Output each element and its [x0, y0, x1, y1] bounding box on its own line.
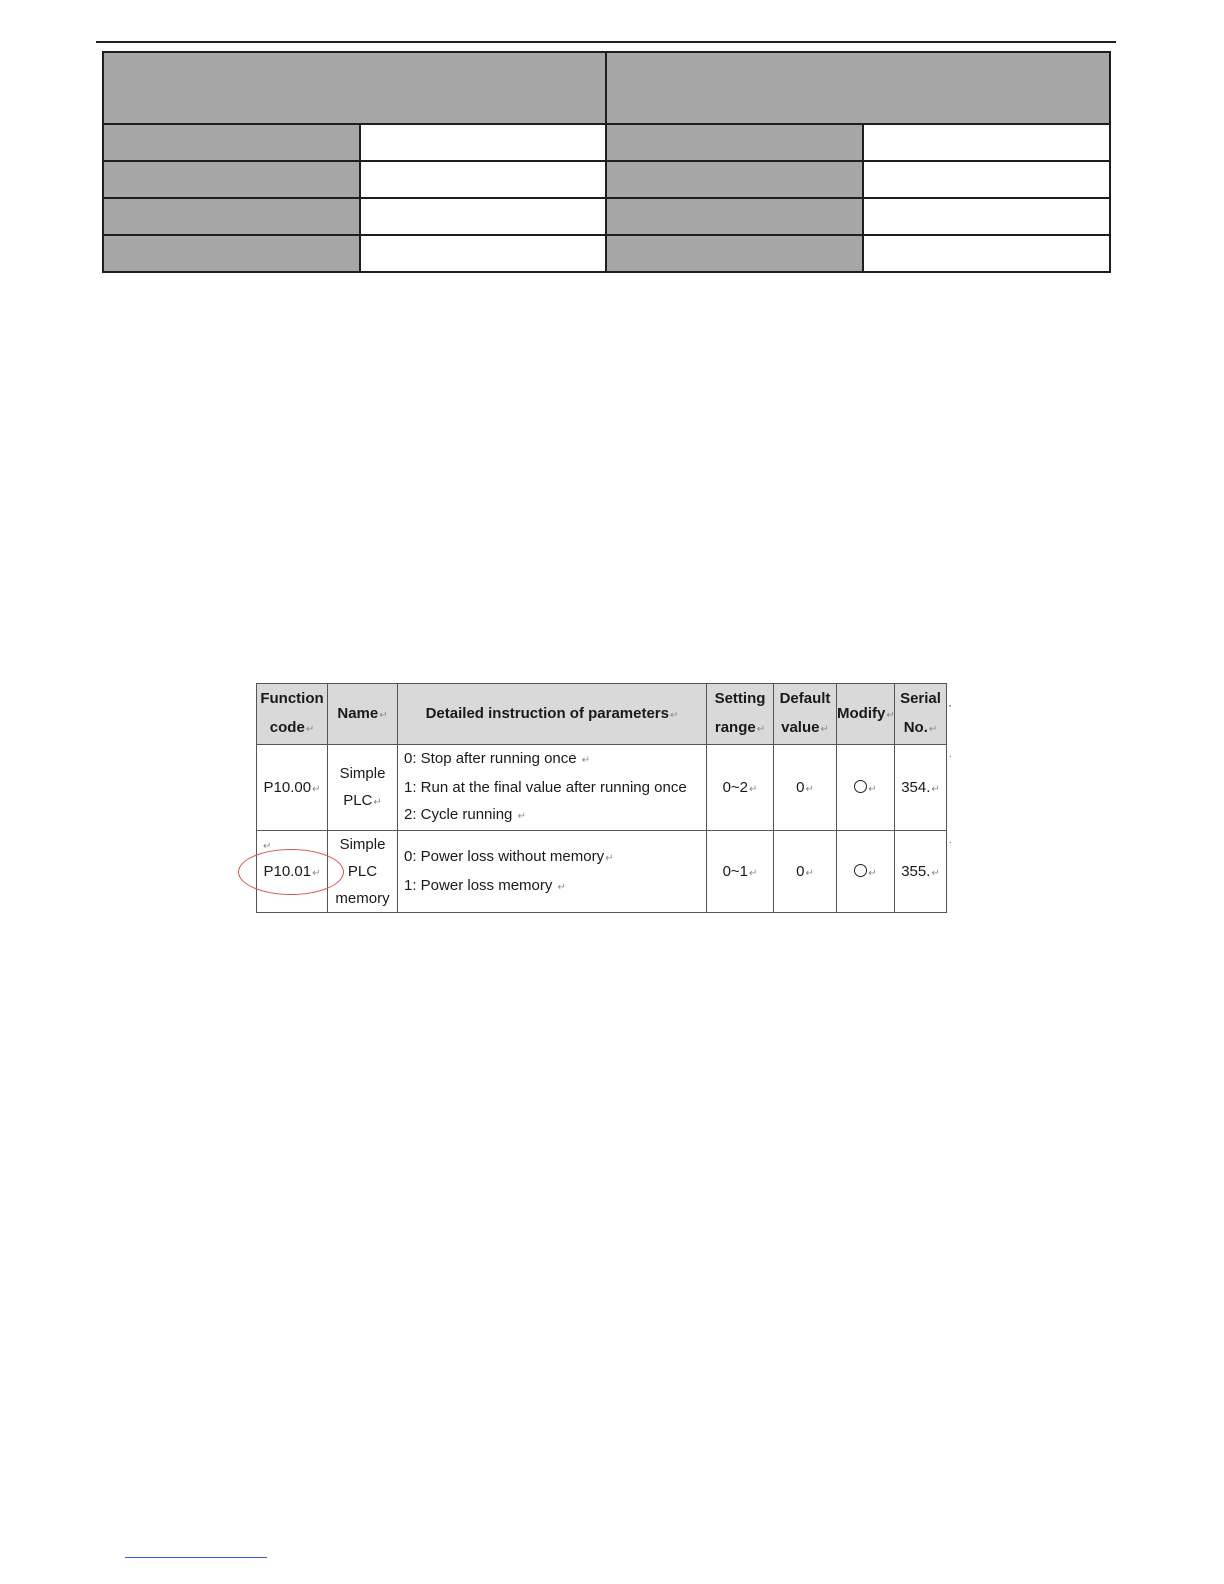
- modify-cell: ↵: [837, 745, 895, 831]
- grid-label-cell: [606, 235, 863, 272]
- table-row: [257, 745, 947, 831]
- grid-header-left: [103, 52, 606, 124]
- modifiable-circle-icon: [854, 780, 867, 793]
- setting-range-cell: 0~2↵: [707, 745, 774, 831]
- grid-value-cell: [863, 124, 1110, 161]
- default-value-cell: 0↵: [774, 831, 837, 913]
- setting-range-cell: 0~1↵: [707, 831, 774, 913]
- table-row: [257, 831, 947, 913]
- grid-value-cell: [360, 198, 607, 235]
- parameter-table-header: [257, 684, 947, 745]
- header-detail: Detailed instruction of parameters↵: [398, 684, 707, 745]
- serial-no-cell: 355.↵ ·: [895, 831, 947, 913]
- grid-value-cell: [360, 124, 607, 161]
- header-rule: [96, 41, 1116, 43]
- grid-header-right: [606, 52, 1110, 124]
- grid-value-cell: [360, 235, 607, 272]
- parameter-table: [256, 683, 952, 913]
- modifiable-circle-icon: [854, 864, 867, 877]
- header-setting-range: Setting range↵: [707, 684, 774, 745]
- blank-grid-table: [102, 51, 1111, 273]
- name-cell: Simple PLC↵: [328, 745, 398, 831]
- grid-label-cell: [606, 124, 863, 161]
- grid-value-cell: [360, 161, 607, 198]
- default-value-cell: 0↵: [774, 745, 837, 831]
- function-code-cell: ↵ P10.01↵: [257, 831, 328, 913]
- grid-label-cell: [103, 124, 360, 161]
- name-cell: Simple PLC memory: [328, 831, 398, 913]
- function-code-cell: P10.00↵: [257, 745, 328, 831]
- grid-value-cell: [863, 198, 1110, 235]
- header-serial-no: Serial No.↵ ·: [895, 684, 947, 745]
- detail-cell: 0: Stop after running once ↵ 1: Run at the final value after running once 2: Cycle running ↵: [398, 745, 707, 831]
- grid-label-cell: [103, 235, 360, 272]
- header-name: Name↵: [328, 684, 398, 745]
- grid-value-cell: [863, 161, 1110, 198]
- grid-value-cell: [863, 235, 1110, 272]
- grid-label-cell: [606, 198, 863, 235]
- serial-no-cell: 354.↵ ·: [895, 745, 947, 831]
- grid-label-cell: [606, 161, 863, 198]
- footer-link-underline[interactable]: [125, 1557, 267, 1558]
- modify-cell: ↵: [837, 831, 895, 913]
- grid-label-cell: [103, 161, 360, 198]
- header-function-code: Function code↵: [257, 684, 328, 745]
- header-modify: Modify↵: [837, 684, 895, 745]
- detail-cell: 0: Power loss without memory↵ 1: Power loss memory ↵: [398, 831, 707, 913]
- header-default-value: Default value↵: [774, 684, 837, 745]
- grid-label-cell: [103, 198, 360, 235]
